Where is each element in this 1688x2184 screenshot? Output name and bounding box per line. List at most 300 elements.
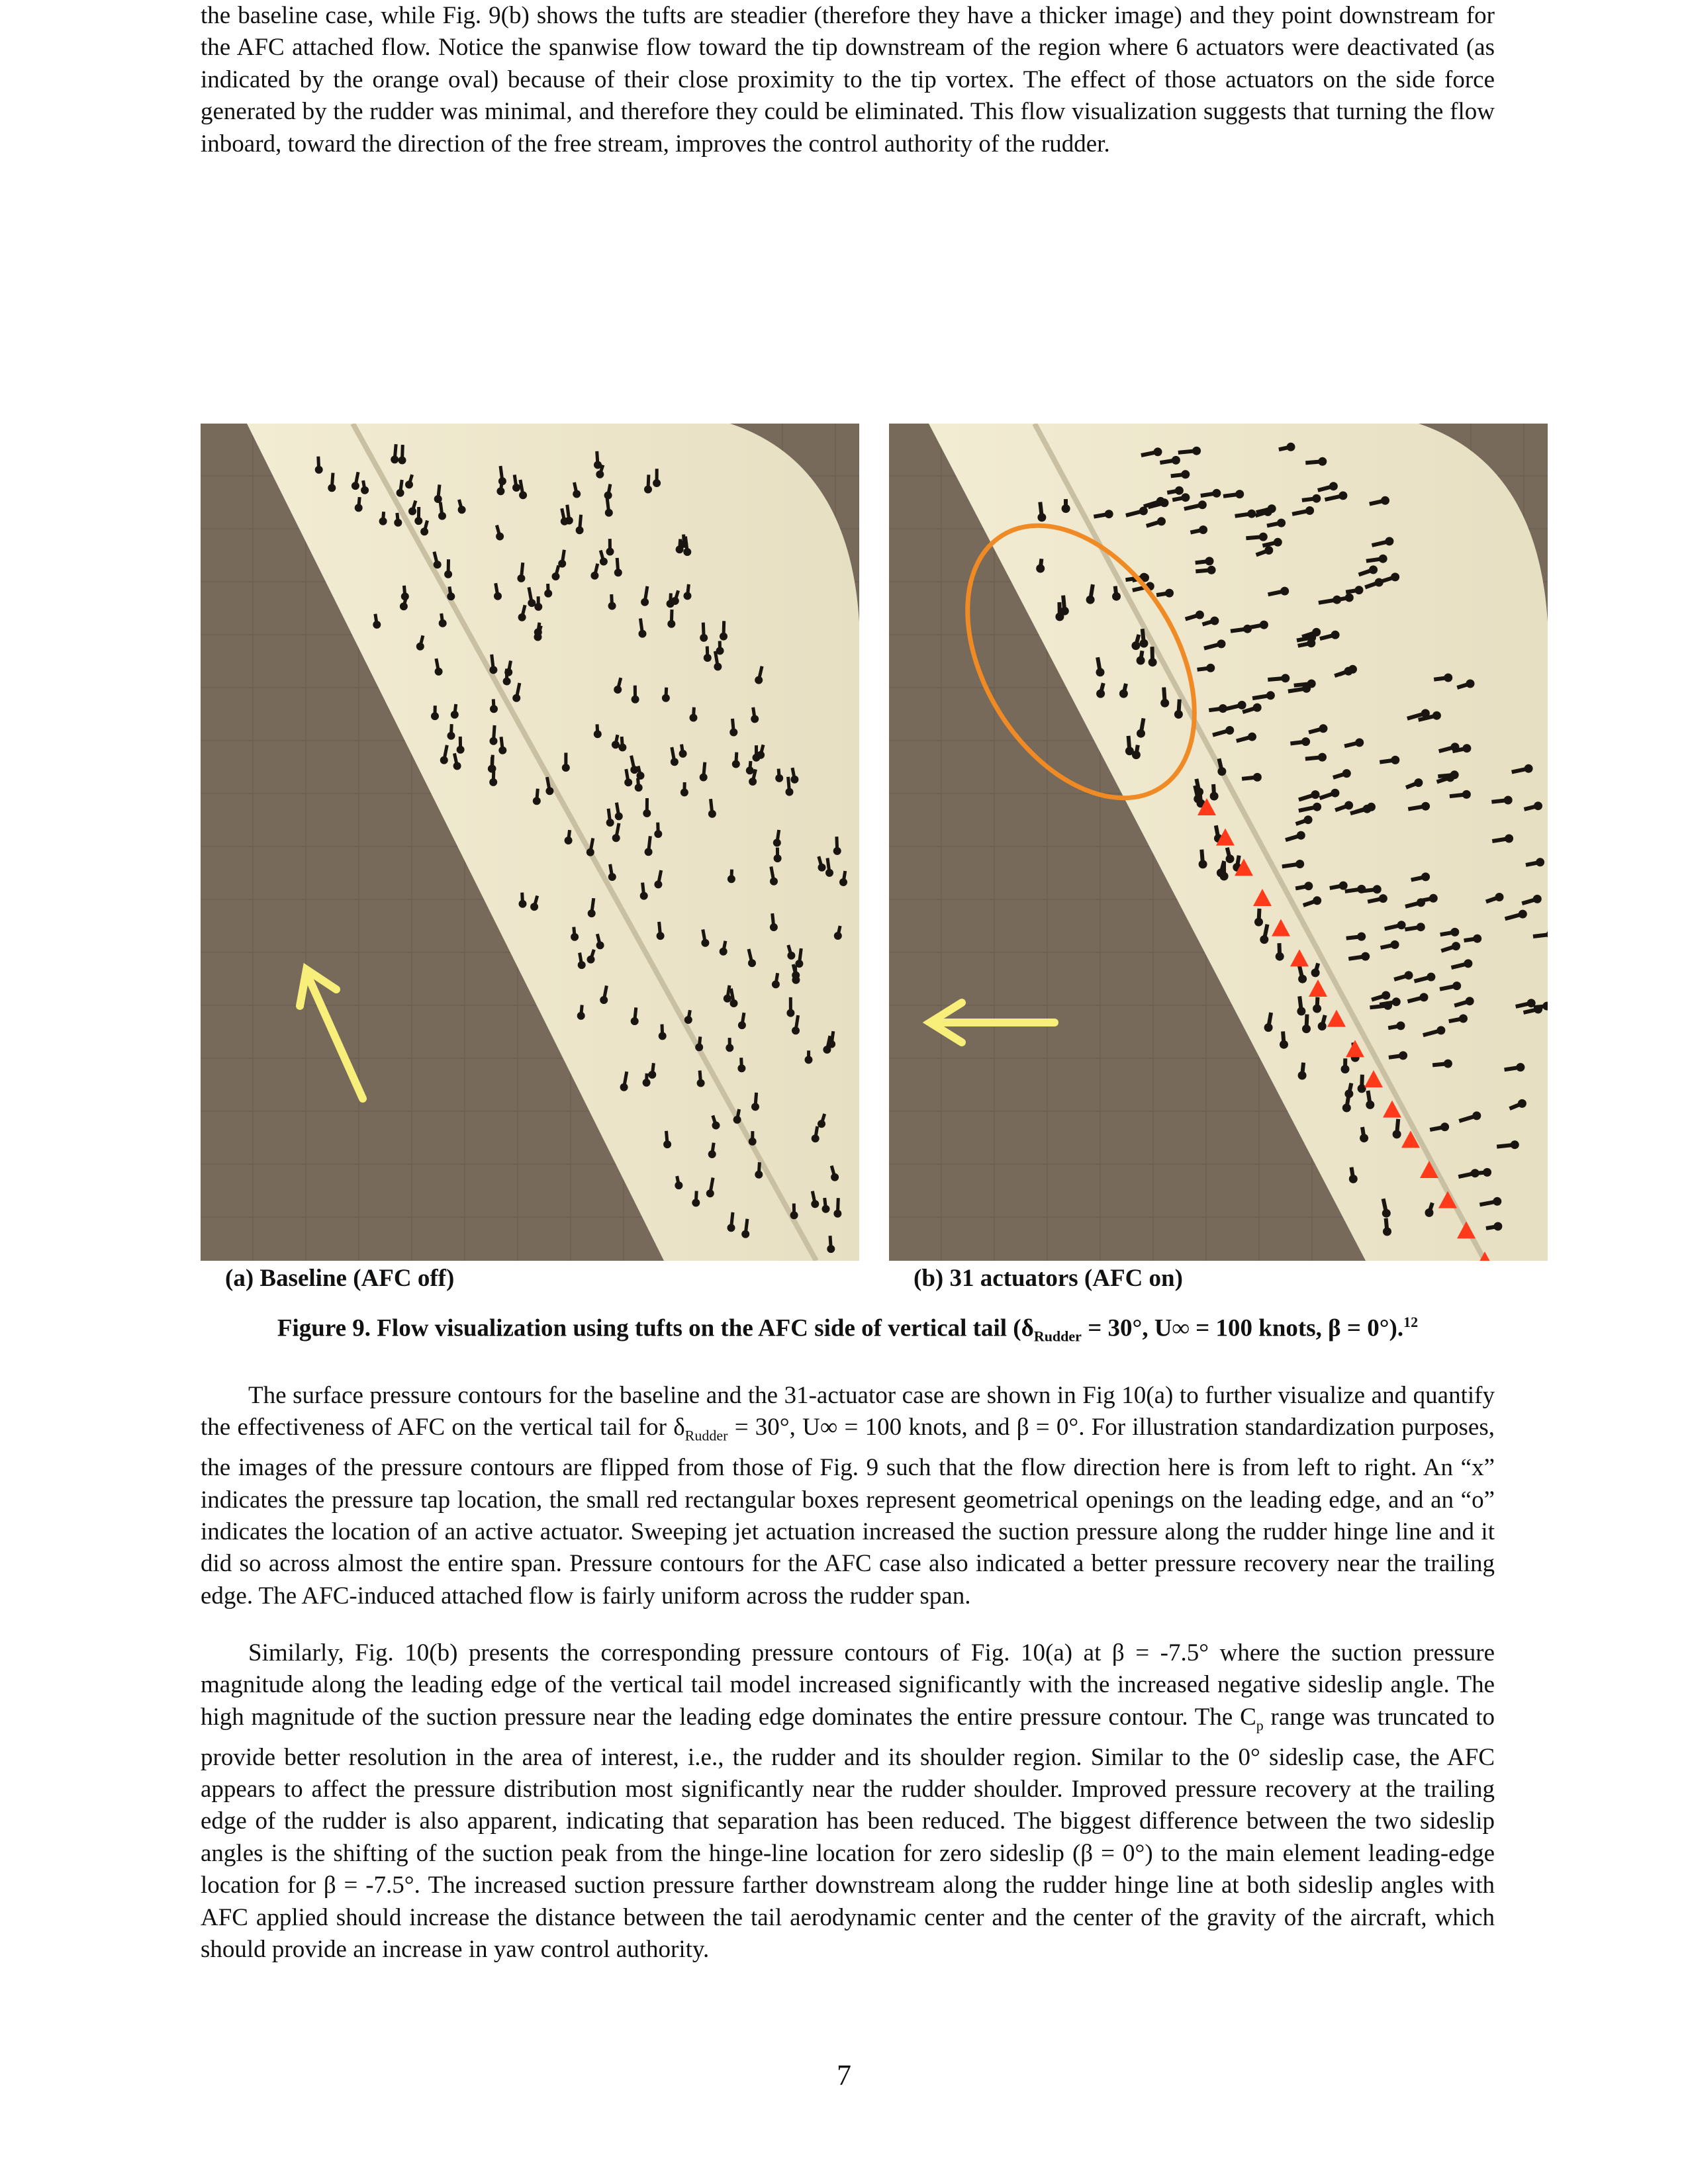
tuft-head xyxy=(498,534,502,539)
tuft-head xyxy=(353,484,357,488)
tuft-head xyxy=(731,730,736,735)
tuft-head xyxy=(1363,954,1368,959)
tuft-head xyxy=(1256,920,1261,925)
tuft-head xyxy=(1454,944,1458,948)
tuft-head xyxy=(1107,512,1111,516)
tuft-head xyxy=(606,510,611,515)
tuft-head xyxy=(665,1142,670,1147)
page-number: 7 xyxy=(837,2059,851,2091)
tuft-head xyxy=(1320,459,1325,464)
tuft-head xyxy=(841,880,846,885)
tuft-head xyxy=(1134,752,1139,757)
tuft-head xyxy=(1038,567,1043,571)
tuft-head xyxy=(440,514,445,518)
tuft-head xyxy=(820,865,824,870)
tuft-head xyxy=(833,1175,837,1179)
tuft-head xyxy=(616,814,621,819)
tuft-head xyxy=(498,489,503,494)
paragraph-2-part1: The surface pressure contours for the baseline and the 31-actuator case are shown in Fig 10(a) to further visualize and quantify the effectiveness of AFC on the vertical tail for δ xyxy=(201,1382,1495,1441)
caption-start: Figure 9. Flow visualization using tufts on the AFC side of vertical tail (δ xyxy=(277,1314,1034,1342)
tuft-head xyxy=(500,479,504,484)
tuft-head xyxy=(1114,594,1119,599)
tuft-head xyxy=(1304,686,1309,691)
tuft-head xyxy=(1431,896,1436,901)
tuft-head xyxy=(1219,769,1224,774)
tuft-head xyxy=(436,497,440,502)
tuft-head xyxy=(677,1183,681,1188)
tuft-head xyxy=(602,998,606,1003)
tuft-head xyxy=(520,615,524,619)
tuft-head xyxy=(827,870,832,875)
tuft-head xyxy=(1529,1001,1534,1005)
tuft-head xyxy=(363,488,367,492)
tuft-head xyxy=(606,493,610,498)
subcaption-b: (b) 31 actuators (AFC on) xyxy=(914,1265,1183,1292)
tuft-head xyxy=(702,635,706,640)
tuft-head xyxy=(729,877,733,882)
tuft-head xyxy=(1156,449,1160,454)
tuft-head xyxy=(1442,1124,1447,1129)
tuft-head xyxy=(794,973,798,978)
tuft-head xyxy=(626,780,631,785)
tuft-head xyxy=(1196,797,1200,801)
tuft-head xyxy=(601,559,606,564)
tuft-head xyxy=(825,1048,829,1052)
paragraph-3 xyxy=(201,1637,1495,1966)
tuft-head xyxy=(757,678,761,682)
tuft-head xyxy=(1344,1106,1349,1111)
tuft-head xyxy=(1282,589,1287,594)
tuft-head xyxy=(1183,472,1188,477)
tuft-head xyxy=(422,529,427,534)
tuft-head xyxy=(1333,791,1337,796)
tuft-head xyxy=(813,1202,818,1206)
tuft-head xyxy=(1507,837,1511,841)
tuft-head xyxy=(632,1019,637,1024)
paragraph-3-sub: p xyxy=(1256,1717,1264,1734)
tuft-head xyxy=(1495,1224,1500,1229)
figure-caption xyxy=(201,1314,1495,1345)
tuft-head xyxy=(1313,792,1318,797)
tuft-head xyxy=(1158,499,1163,504)
tuft-head xyxy=(694,1201,698,1205)
tuft-head xyxy=(1454,983,1459,988)
tuft-head xyxy=(1304,1026,1309,1031)
tuft-head xyxy=(1313,970,1318,975)
tuft-head xyxy=(398,490,402,495)
tuft-head xyxy=(1485,1170,1489,1175)
tuft-head xyxy=(774,841,779,845)
tuft-head xyxy=(589,911,594,916)
tuft-head xyxy=(1346,1091,1351,1096)
tuft-head xyxy=(645,811,649,815)
tuft-head xyxy=(560,561,565,566)
tuft-head xyxy=(1387,539,1391,543)
tuft-head xyxy=(747,768,752,773)
tuft-head xyxy=(650,1072,655,1077)
tuft-head xyxy=(1461,1017,1466,1021)
tuft-head xyxy=(616,688,620,692)
tuft-head xyxy=(686,1018,690,1023)
tuft-head xyxy=(1266,510,1270,514)
tuft-head xyxy=(579,1013,583,1018)
tuft-head xyxy=(1423,711,1428,715)
tuft-head xyxy=(1362,1136,1366,1140)
tuft-head xyxy=(643,600,647,604)
tuft-head xyxy=(1384,1211,1389,1216)
tuft-head xyxy=(703,940,708,945)
tuft-head xyxy=(1446,676,1450,680)
tuft-head xyxy=(579,963,584,968)
tuft-head xyxy=(1344,771,1349,776)
tuft-head xyxy=(1150,660,1155,664)
tuft-head xyxy=(381,519,385,523)
tuft-head xyxy=(1315,898,1319,903)
photo-baseline xyxy=(201,424,859,1261)
tuft-head xyxy=(1371,567,1376,572)
tuft-head xyxy=(393,457,397,462)
tuft-head xyxy=(1399,1023,1403,1028)
tuft-head xyxy=(823,1206,828,1211)
tuft-head xyxy=(721,949,726,954)
tuft-head xyxy=(449,733,453,738)
tuft-head xyxy=(1521,912,1525,917)
tuft-head xyxy=(1276,540,1280,545)
tuft-head xyxy=(1513,1142,1517,1147)
tuft-head xyxy=(553,574,558,579)
tuft-head xyxy=(356,506,361,510)
tuft-head xyxy=(750,1139,755,1144)
tuft-head xyxy=(729,1226,733,1230)
tuft-head xyxy=(514,485,519,490)
tuft-head xyxy=(797,962,802,966)
paragraph-1: the baseline case, while Fig. 9(b) shows the tufts are steadier (therefore they have a thicker image) and they point downstream for the AFC attached flow. Notice the spanwise flow toward the tip downstream of the region where 6 actuators were deactivated (as indicated by the orange oval) because of their close proximity to the tip vortex. The effect of those actuators on the side force generated by the rudder was minimal, and therefore they could be eliminated. This flow visualization suggests that turning the flow inboard, toward the direction of the free stream, improves the control authority of the rudder. xyxy=(201,2,1495,158)
tuft-head xyxy=(663,696,668,700)
tuft-head xyxy=(739,1023,744,1028)
tuft-head xyxy=(1393,758,1397,762)
tuft-head xyxy=(1262,623,1266,627)
tuft-head xyxy=(727,1046,732,1050)
tuft-head xyxy=(491,780,496,784)
tuft-head xyxy=(1419,925,1423,929)
tuft-head xyxy=(1393,574,1397,579)
tuft-head xyxy=(1255,705,1260,710)
tuft-head xyxy=(610,604,614,608)
tuft-head xyxy=(1176,712,1181,717)
tuft-head xyxy=(1197,790,1201,794)
tuft-head xyxy=(1422,995,1427,999)
tuft-head xyxy=(1452,772,1457,777)
tuft-head xyxy=(608,549,612,554)
tuft-head xyxy=(1381,557,1385,561)
tuft-head xyxy=(1314,630,1319,635)
tuft-head xyxy=(1261,535,1266,539)
tuft-head xyxy=(1495,1199,1499,1204)
tuft-head xyxy=(596,463,600,467)
tuft-head xyxy=(1039,515,1044,520)
tuft-head xyxy=(1385,1229,1389,1234)
tuft-head xyxy=(1429,975,1433,979)
tuft-head xyxy=(616,570,620,575)
tuft-head xyxy=(491,739,496,743)
tuft-head xyxy=(656,882,661,887)
tuft-head xyxy=(1535,897,1540,901)
tuft-head xyxy=(1427,1210,1432,1215)
tuft-head xyxy=(1536,1007,1540,1012)
tuft-head xyxy=(1212,619,1217,623)
paragraph-2-sub: Rudder xyxy=(684,1427,728,1444)
tuft-head xyxy=(677,547,682,552)
tuft-head xyxy=(573,934,577,939)
tuft-head xyxy=(1133,643,1138,648)
tuft-head xyxy=(1468,682,1473,686)
tuft-head xyxy=(1303,739,1308,744)
tuft-head xyxy=(575,492,579,496)
tuft-head xyxy=(435,563,440,567)
tuft-head xyxy=(592,573,597,578)
tuft-head xyxy=(685,594,690,598)
tuft-head xyxy=(1249,512,1254,516)
tuft-head xyxy=(1098,692,1103,696)
tuft-head xyxy=(1307,508,1312,513)
tuft-head xyxy=(452,712,457,717)
tuft-head xyxy=(534,799,539,803)
tuft-head xyxy=(794,1028,798,1033)
tuft-head xyxy=(1438,1028,1443,1032)
tuft-head xyxy=(1309,682,1314,686)
tuft-head xyxy=(418,644,422,649)
paragraph-2-part2: = 30°, U∞ = 100 knots, and β = 0°. For illustration standardization purposes, the images of the pressure contours are flipped from those of Fig. 9 such that the flow direction here is from left to right. An “x” indicates the pressure tap location, the small red rectangular boxes represent geometrical openings on the leading edge, and an “o” indicates the location of an active actuator. Sweeping jet actuation increased the suction pressure along the rudder hinge line and it did so across almost the entire span. Pressure contours for the AFC case also indicated a better pressure recovery near the trailing edge. The AFC-induced attached flow is fairly uniform across the rudder span. xyxy=(201,1414,1495,1610)
photo-afc-on xyxy=(889,424,1548,1261)
tuft-head xyxy=(1139,659,1143,663)
tuft-head xyxy=(1214,491,1219,496)
tuft-head xyxy=(1297,862,1302,866)
tuft-head xyxy=(1368,1103,1372,1107)
tuft-head xyxy=(777,776,782,780)
tuft-head xyxy=(433,714,438,719)
tuft-head xyxy=(613,743,618,747)
tuft-head xyxy=(1359,934,1364,939)
tuft-head xyxy=(680,751,685,756)
tuft-head xyxy=(1062,609,1067,614)
tuft-head xyxy=(1497,895,1502,899)
tuft-head xyxy=(1227,728,1232,733)
tuft-head xyxy=(1343,1067,1348,1071)
tuft-head xyxy=(546,591,551,596)
tuft-head xyxy=(1526,766,1531,771)
tuft-head xyxy=(829,1247,833,1251)
tuft-head xyxy=(496,594,500,598)
tuft-head xyxy=(1335,598,1339,602)
tuft-head xyxy=(1278,954,1282,959)
tuft-head xyxy=(1250,735,1254,739)
tuft-head xyxy=(490,766,494,771)
tuft-head xyxy=(1208,666,1213,670)
tuft-head xyxy=(458,747,463,752)
tuft-head xyxy=(710,811,714,816)
tuft-head xyxy=(835,1211,840,1216)
tuft-head xyxy=(1357,741,1362,745)
tuft-head xyxy=(710,1152,714,1157)
tuft-head xyxy=(641,893,646,898)
tuft-head xyxy=(775,856,780,861)
tuft-head xyxy=(1383,993,1388,998)
tuft-head xyxy=(588,957,593,962)
paragraph-3-part1: Similarly, Fig. 10(b) presents the corresponding pressure contours of Fig. 10(a) at β = -7.5° where the suction pressure magnitude along the leading edge of the vertical tail model increased significantly with the increased negative sideslip angle. The high magnitude of the suction pressure near the leading edge dominates the entire pressure contour. The C xyxy=(201,1639,1495,1731)
tuft-head xyxy=(1399,923,1404,927)
tuft-head xyxy=(1282,1042,1286,1047)
tuft-head xyxy=(660,1034,665,1038)
tuft-head xyxy=(1423,874,1428,879)
tuft-head xyxy=(1468,999,1472,1003)
tuft-head xyxy=(416,519,421,523)
tuft-head xyxy=(1315,1007,1319,1011)
tuft-head xyxy=(1536,803,1540,808)
tuft-head xyxy=(771,925,776,930)
tuft-head xyxy=(638,774,643,778)
tuft-head xyxy=(1139,731,1143,736)
tuft-head xyxy=(636,786,641,790)
tuft-head xyxy=(1299,1009,1303,1014)
tuft-head xyxy=(1377,580,1382,585)
tuft-head xyxy=(1538,860,1542,864)
tuft-head xyxy=(673,599,677,604)
tuft-head xyxy=(685,550,690,555)
tuft-head xyxy=(835,934,840,938)
tuft-head xyxy=(753,717,757,721)
tuft-head xyxy=(1520,1101,1524,1106)
tuft-head xyxy=(1375,887,1380,891)
tuft-head xyxy=(1314,496,1319,501)
tuft-head xyxy=(1331,484,1336,488)
tuft-head xyxy=(330,486,334,490)
tuft-head xyxy=(1300,1073,1305,1078)
tuft-head xyxy=(1222,874,1227,879)
tuft-head xyxy=(1088,598,1093,602)
tuft-head xyxy=(1255,775,1260,780)
tuft-head xyxy=(718,649,722,653)
tuft-head xyxy=(1434,713,1439,718)
tuft-head xyxy=(491,668,496,672)
tuft-head xyxy=(519,576,524,580)
tuft-head xyxy=(1401,1053,1405,1058)
tuft-head xyxy=(1201,862,1205,866)
tuft-head xyxy=(598,472,602,477)
tuft-head xyxy=(1201,527,1205,532)
tuft-head xyxy=(1266,548,1271,553)
tuft-head xyxy=(536,630,540,635)
paragraph-2 xyxy=(201,1380,1495,1612)
tuft-head xyxy=(1057,614,1062,619)
tuft-head xyxy=(1289,445,1293,449)
tuft-head xyxy=(792,1213,796,1218)
tuft-head xyxy=(1416,780,1421,785)
tuft-head xyxy=(1320,755,1325,760)
tuft-head xyxy=(1228,856,1233,861)
tuft-head xyxy=(792,777,797,782)
tuft-head xyxy=(1245,627,1250,631)
tuft-head xyxy=(504,679,509,684)
tuft-head xyxy=(722,634,726,639)
tuft-head xyxy=(646,487,651,492)
tuft-head xyxy=(716,664,720,669)
tuft-head xyxy=(701,775,706,780)
tuft-head xyxy=(658,934,663,938)
tuft-head xyxy=(1299,833,1303,838)
tuft-head xyxy=(530,601,534,606)
tuft-head xyxy=(449,594,453,599)
tuft-head xyxy=(492,707,496,711)
tuft-head xyxy=(547,789,552,794)
tuft-head xyxy=(1381,896,1385,901)
tuft-head xyxy=(1464,792,1469,797)
caption-ref: 12 xyxy=(1403,1314,1419,1330)
tuft-head xyxy=(1407,973,1411,978)
tuft-head xyxy=(725,996,729,1001)
tuft-head xyxy=(773,982,778,987)
tuft-head xyxy=(1383,498,1387,503)
tuft-head xyxy=(563,766,568,770)
tuft-head xyxy=(632,768,637,772)
tuft-head xyxy=(1315,805,1319,809)
tuft-head xyxy=(1121,692,1126,696)
tuft-head xyxy=(772,879,776,884)
tuft-head xyxy=(1544,1004,1548,1009)
tuft-head xyxy=(1464,746,1469,751)
tuft-head xyxy=(646,850,651,854)
tuft-head xyxy=(1350,667,1355,672)
tuft-head xyxy=(633,697,637,702)
tuft-head xyxy=(1333,633,1338,637)
tuft-head xyxy=(1194,449,1199,453)
tuft-head xyxy=(396,520,400,525)
tuft-head xyxy=(1341,884,1346,888)
tuft-head xyxy=(806,1058,811,1062)
tuft-head xyxy=(1098,670,1103,674)
tuft-head xyxy=(316,467,321,472)
tuft-head xyxy=(595,732,600,737)
tuft-head xyxy=(1347,596,1352,600)
tuft-head xyxy=(788,1011,793,1015)
tuft-head xyxy=(682,790,686,795)
tuft-head xyxy=(598,943,602,948)
tuft-head xyxy=(1266,1025,1271,1030)
tuft-head xyxy=(400,458,404,463)
tuft-head xyxy=(1365,807,1370,811)
tuft-head xyxy=(714,1123,718,1128)
tuft-head xyxy=(759,752,763,757)
tuft-head xyxy=(731,1001,736,1006)
tuft-head xyxy=(735,1117,739,1122)
tuft-head xyxy=(751,780,755,784)
tuft-head xyxy=(789,953,794,958)
tuft-head xyxy=(401,604,406,609)
tuft-head xyxy=(532,905,537,909)
tuft-head xyxy=(1221,706,1225,711)
tuft-head xyxy=(1346,803,1351,807)
tuft-head xyxy=(1321,726,1326,731)
tuft-head xyxy=(407,482,412,487)
tuft-head xyxy=(1351,1177,1356,1181)
tuft-head xyxy=(1159,519,1164,523)
tuft-head xyxy=(691,715,696,720)
tuft-head xyxy=(1200,502,1205,507)
paragraph-3-part2: range was truncated to provide better resolution in the area of interest, i.e., the rudder and its shoulder region. Similar to the 0° sideslip case, the AFC appears to affect the pressure distribution most significantly near the rudder shoulder. Improved pressure recovery at the trailing edge of the rudder is also apparent, indicating that separation has been reduced. The biggest difference between the two sideslip angles is the shifting of the suction peak from the hinge-line location for zero sideslip (β = 0°) to the main element leading-edge location for β = -7.5°. The increased suction pressure farther downstream along the rudder hinge line at both sideslip angles with AFC applied should increase the distance between the tail aerodynamic center and the center of the gravity of the aircraft, which should provide an increase in yaw control authority. xyxy=(201,1703,1495,1964)
tuft-head xyxy=(1320,1024,1325,1028)
tuft-head xyxy=(1262,937,1266,942)
tuft-head xyxy=(669,621,674,626)
tuft-head xyxy=(1237,492,1242,496)
